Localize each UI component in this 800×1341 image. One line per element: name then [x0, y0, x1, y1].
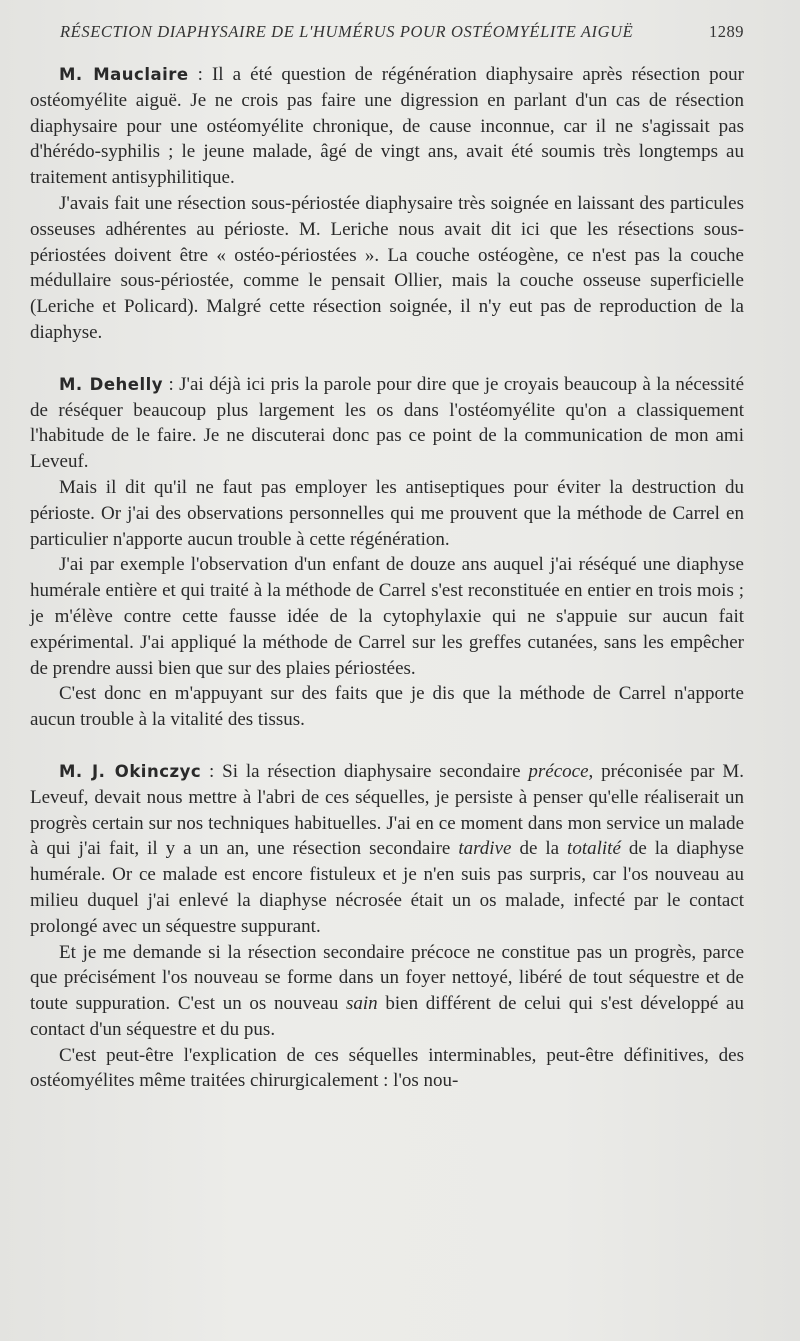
- paragraph: [30, 552, 744, 681]
- speaker-name: M. J. Okinczyc: [59, 761, 202, 781]
- paragraph-text: Et je me demande si la résection secondaire précoce ne constitue pas un progrès, parce que précisément l'os nouveau se forme dans un foyer nettoyé, libéré de tout séquestre et de toute suppuration. C'est un os nouveau: [30, 941, 744, 1015]
- paragraph-text: C'est donc en m'appuyant sur des faits que je dis que la méthode de Carrel n'apporte aucun trouble à la vitalité des tissus.: [30, 683, 744, 731]
- paragraph-text: , préconisée par M. Leveuf, devait nous mettre à l'abri de ces séquelles, je persiste à penser qu'elle réaliserait un progrès certain sur nos techniques habituelles. J'ai en ce moment dans mon service un malade à qui j'ai fait, il y a un an, une résection secondaire: [30, 760, 745, 860]
- paragraph: [30, 191, 744, 346]
- page-number: 1289: [709, 22, 744, 41]
- paragraph: [30, 475, 744, 552]
- paragraph-text: C'est peut-être l'explication de ces séquelles interminables, peut-être définitives, des ostéomyélites même traitées chirurgicalement : l'os nou-: [30, 1044, 744, 1092]
- emphasis-text: sain: [346, 993, 378, 1015]
- emphasis-text: tardive: [458, 838, 512, 860]
- paragraph: [30, 62, 744, 191]
- paragraph: [30, 1043, 744, 1095]
- paragraph: [30, 681, 744, 733]
- paragraph-text: J'ai par exemple l'observation d'un enfant de douze ans auquel j'ai réséqué une diaphyse humérale entière et qui traité à la méthode de Carrel s'est reconstituée en entier en trois mois ; je m'élève contre cette fausse idée de la cytophylaxie qui ne s'appuie sur aucun fait expérimental. J'ai appliqué la méthode de Carrel sur les greffes cutanées, sans les empêcher de prendre aussi bien que sur des plaies périostées.: [30, 554, 744, 679]
- paragraph-text: de la: [511, 838, 568, 860]
- paragraph-text: : Si la résection diaphysaire secondaire: [201, 760, 529, 782]
- emphasis-text: totalité: [567, 838, 621, 860]
- running-header: [60, 22, 744, 42]
- running-title: RÉSECTION DIAPHYSAIRE DE L'HUMÉRUS POUR OSTÉOMYÉLITE AIGUË: [60, 22, 634, 41]
- paragraph-text: : J'ai déjà ici pris la parole pour dire que je croyais beaucoup à la nécessité de réséquer beaucoup plus largement les os dans l'ostéomyélite qu'on a classiquement l'habitude de le faire. Je ne discuterai donc pas ce point de la communication de mon ami Leveuf.: [30, 373, 744, 473]
- emphasis-text: précoce: [528, 760, 589, 782]
- paragraph: [30, 372, 744, 475]
- paragraph: [30, 759, 744, 940]
- paragraph-text: Mais il dit qu'il ne faut pas employer les antiseptiques pour éviter la destruction du périoste. Or j'ai des observations personnelles qui me prouvent que la méthode de Carrel en particulier n'apporte aucun trouble à cette régénération.: [30, 476, 744, 550]
- paragraph-text: de la diaphyse humérale. Or ce malade est encore fistuleux et je n'en suis pas surpris, car l'os nouveau au milieu duquel j'ai enlevé la diaphyse nécrosée était un os malade, infecté par le contact prolongé avec un séquestre suppurant.: [30, 838, 744, 937]
- paragraph: [30, 940, 744, 1043]
- speaker-name: M. Dehelly: [59, 374, 164, 394]
- speaker-name: M. Mauclaire: [59, 65, 189, 84]
- paragraph-text: J'avais fait une résection sous-périostée diaphysaire très soignée en laissant des particules osseuses adhérentes au périoste. M. Leriche nous avait dit ici que les résections sous-périostées doivent être « ostéo-périostées ». La couche ostéogène, ce n'est pas la couche médullaire sous-périostée, comme le pensait Ollier, mais la couche osseuse superficielle (Leriche et Policard). Malgré cette résection soignée, il n'y eut pas de reproduction de la diaphyse.: [30, 192, 744, 343]
- paragraph-text: : Il a été question de régénération diaphysaire après résection pour ostéomyélite aiguë. Je ne crois pas faire une digression en parlant d'un cas de résection diaphysaire pour une ostéomyélite chronique, de cause inconnue, car il ne s'agissait pas d'hérédo-syphilis ; le jeune malade, âgé de vingt ans, avait été soumis très longtemps au traitement antisyphilitique.: [30, 64, 744, 189]
- paragraph-text: bien différent de celui qui s'est développé au contact d'un séquestre et du pus.: [30, 993, 744, 1040]
